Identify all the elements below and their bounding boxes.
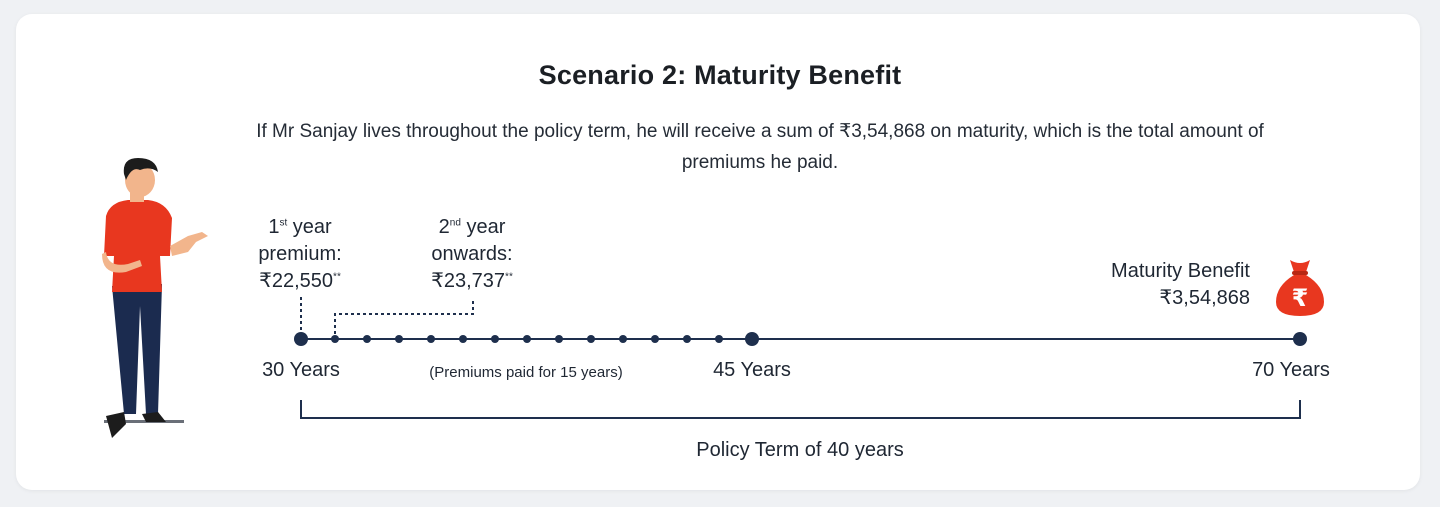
end-age-label: 70 Years xyxy=(1252,359,1330,381)
maturity-benefit-amount: ₹3,54,868 xyxy=(1159,287,1250,309)
policy-term-bracket xyxy=(301,400,1300,418)
mid-dot xyxy=(745,332,759,346)
scenario-title: Scenario 2: Maturity Benefit xyxy=(538,60,902,90)
second-premium-connector xyxy=(335,300,473,334)
scenario-description: If Mr Sanjay lives throughout the policy term, he will receive a sum of ₹3,54,868 on maturity, which is the total amount of premiums he paid. xyxy=(256,121,1264,173)
first-premium-label: 1st year premium: ₹22,550** xyxy=(258,216,342,292)
second-premium-label: 2nd year onwards: ₹23,737** xyxy=(431,216,513,292)
maturity-benefit-label: Maturity Benefit ₹3,54,868 xyxy=(1060,258,1250,312)
rupee-symbol: ₹ xyxy=(1291,284,1309,312)
end-dot xyxy=(1293,332,1307,346)
mid-age-label: 45 Years xyxy=(713,359,791,381)
premium-period-note: (Premiums paid for 15 years) xyxy=(429,364,623,381)
policy-term-label: Policy Term of 40 years xyxy=(696,439,904,461)
money-bag-icon xyxy=(1272,256,1328,320)
start-age-label: 30 Years xyxy=(262,359,340,381)
start-dot xyxy=(294,332,308,346)
